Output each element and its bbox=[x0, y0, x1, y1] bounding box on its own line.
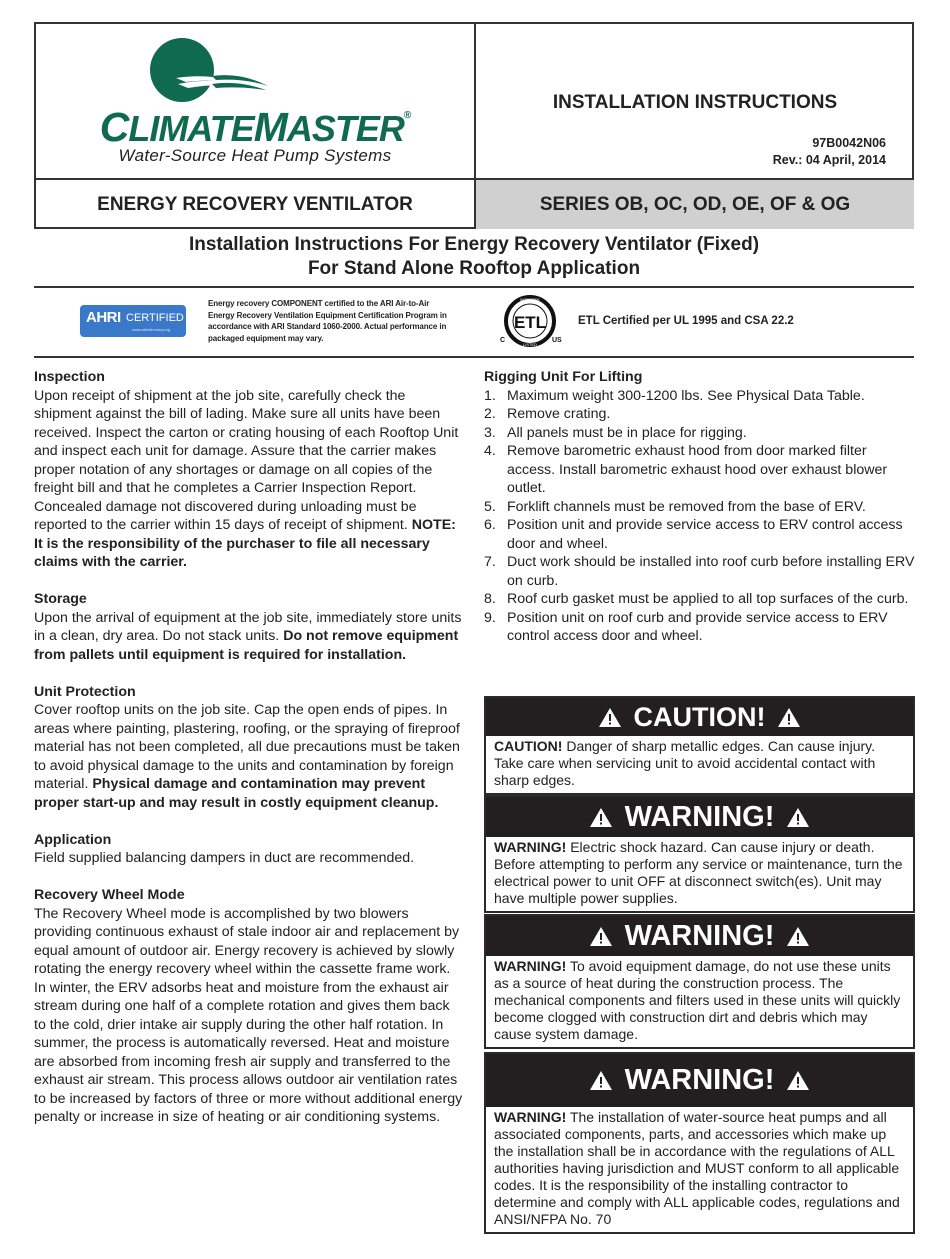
ahri-certification-text: Energy recovery COMPONENT certified to the ARI Air-to-Air Energy Recovery Ventilation Equipment Certification Program in accordance with ARI Standard 1060-2000. Actual performance in packaged equipment may vary. bbox=[208, 299, 447, 343]
warning-box-electric bbox=[484, 795, 915, 913]
list-item: 2. Remove crating. bbox=[484, 406, 611, 422]
warning-triangle-icon bbox=[786, 926, 810, 947]
section-recovery-wheel-mode bbox=[34, 886, 464, 1127]
section-application bbox=[34, 831, 464, 868]
section-heading: Storage bbox=[34, 591, 87, 607]
hazard-title: WARNING! bbox=[624, 1064, 775, 1096]
hazard-body: CAUTION! Danger of sharp metallic edges. Can cause injury. Take care when servicing unit to avoid accidental contact with sharp edges. bbox=[494, 738, 876, 788]
hazard-header bbox=[486, 797, 913, 837]
hazard-title: WARNING! bbox=[624, 800, 775, 833]
logo-cell bbox=[36, 24, 474, 178]
ahri-logo-mark: AHRI bbox=[86, 309, 121, 326]
hazard-header bbox=[486, 698, 913, 736]
section-body: Field supplied balancing dampers in duct are recommended. bbox=[34, 850, 415, 866]
section-body: Upon receipt of shipment at the job site, carefully check the shipment against the bill of lading. Make sure all units have been received. Inspect the carton or crating housing of each Rooftop Unit and inspect each unit for damage. Assure that the carrier makes proper notation of any shortages or damage on all copies of the freight bill and that he completes a Carrier Inspection Report. Concealed damage not discovered during unloading must be reported to the carrier within 15 days of receipt of shipment. NOTE: It is the responsibility of the purchaser to file all necessary claims with the carrier. bbox=[34, 387, 459, 570]
rigging-steps-list bbox=[484, 387, 916, 646]
warning-triangle-icon bbox=[589, 1070, 613, 1091]
document-number-block bbox=[773, 135, 886, 169]
caution-box bbox=[484, 696, 915, 795]
section-heading: Inspection bbox=[34, 369, 105, 385]
section-body: The Recovery Wheel mode is accomplished by two blowers providing continuous exhaust of stale indoor air and replacement by equal amount of outdoor air. Energy recovery is achieved by slowly rotating the energy recovery wheel within the cassette frame work. In winter, the ERV adsorbs heat and moisture from the exhaust air stream during one half of a complete rotation and gives them back to the cold, drier intake air supply during the other half rotation. In summer, the process is automatically reversed. Heat and moisture are absorbed from incoming fresh air supply and transferred to the exhaust air stream. This process allows outdoor air ventilation rates to be increased by factors of three or more without additional energy penalty or increase in size of heating or air conditioning systems. bbox=[34, 905, 463, 1125]
section-unit-protection bbox=[34, 683, 464, 813]
warning-triangle-icon bbox=[786, 807, 810, 828]
ahri-certified-label: CERTIFIED bbox=[126, 312, 184, 324]
etl-certification-text: ETL Certified per UL 1995 and CSA 22.2 bbox=[578, 315, 794, 327]
list-item: 1. Maximum weight 300-1200 lbs. See Physical Data Table. bbox=[484, 387, 865, 404]
svg-text:US: US bbox=[552, 337, 562, 344]
warning-triangle-icon bbox=[589, 807, 613, 828]
section-inspection bbox=[34, 368, 464, 572]
document-header bbox=[34, 22, 914, 229]
list-item: 3. All panels must be in place for rigging. bbox=[484, 424, 747, 441]
warning-triangle-icon bbox=[777, 707, 801, 728]
svg-text:ETL: ETL bbox=[513, 313, 547, 332]
page-title-line1: Installation Instructions For Energy Recovery Ventilator (Fixed) bbox=[188, 234, 760, 255]
etl-listed-logo-icon bbox=[498, 294, 568, 350]
revision-date: Rev.: 04 April, 2014 bbox=[772, 153, 886, 167]
warning-triangle-icon bbox=[786, 1070, 810, 1091]
hazard-title: WARNING! bbox=[624, 919, 775, 952]
hazard-title: CAUTION! bbox=[633, 701, 766, 732]
warning-triangle-icon bbox=[589, 926, 613, 947]
document-type: INSTALLATION INSTRUCTIONS bbox=[552, 92, 838, 113]
hazard-body: WARNING! The installation of water-source heat pumps and all associated components, parts, and accessories which make up the installation shall be in accordance with the regulations of ALL authorities having jurisdiction and MUST conform to all applicable codes. It is the responsibility of the installing contractor to determine and comply with ALL applicable codes, regulations and ANSI/NFPA No. 70 bbox=[494, 1109, 900, 1227]
document-number: 97B0042N06 bbox=[812, 136, 886, 150]
list-item: 8. Roof curb gasket must be applied to all top surfaces of the curb. bbox=[484, 591, 909, 607]
warning-box-construction bbox=[484, 914, 915, 1049]
section-heading: Unit Protection bbox=[34, 683, 136, 700]
ahri-url: www.ahridirectory.org bbox=[132, 327, 171, 332]
section-note: NOTE: It is the responsibility of the purchaser to file all necessary claims with the carrier. bbox=[34, 517, 456, 570]
section-note: Do not remove equipment from pallets until equipment is required for installation. bbox=[34, 628, 459, 663]
series-list: SERIES OB, OC, OD, OE, OF & OG bbox=[476, 180, 914, 229]
hazard-header bbox=[486, 1054, 913, 1107]
svg-text:INTERTEK: INTERTEK bbox=[520, 297, 540, 302]
section-storage bbox=[34, 590, 464, 664]
section-body: Cover rooftop units on the job site. Cap the open ends of pipes. In areas where painting, plastering, roofing, or the spraying of fireproof material has not been completed, all due precautions must be taken to avoid physical damage to the units and contamination by foreign material. Physical damage and contamination may prevent proper start-up and may result in costly equipment cleanup. bbox=[34, 702, 460, 811]
divider bbox=[34, 356, 914, 358]
page-title bbox=[34, 233, 914, 281]
section-heading: Recovery Wheel Mode bbox=[34, 887, 185, 903]
document-info-cell bbox=[476, 24, 914, 178]
warning-box-codes bbox=[484, 1052, 915, 1234]
brand-tagline: Water-Source Heat Pump Systems bbox=[118, 146, 392, 165]
hazard-body: WARNING! Electric shock hazard. Can cause injury or death. Before attempting to perform any service or maintenance, turn the electrical power to unit OFF at disconnect switch(es). Unit may have multiple power supplies. bbox=[494, 839, 903, 906]
ahri-certified-badge bbox=[80, 305, 186, 337]
page-title-line2: For Stand Alone Rooftop Application bbox=[307, 258, 641, 279]
svg-text:C: C bbox=[500, 337, 506, 344]
climatemaster-globe-icon bbox=[116, 36, 276, 106]
svg-text:LISTED: LISTED bbox=[522, 342, 538, 347]
list-item: 7. Duct work should be installed into roof curb before installing ERV on curb. bbox=[484, 554, 915, 589]
hazard-body: WARNING! To avoid equipment damage, do not use these units as a source of heat during the construction process. The mechanical components and filters used in these units will quickly become clogged with construction dirt and debris which may cause system damage. bbox=[494, 958, 901, 1042]
divider bbox=[34, 286, 914, 288]
section-note: Physical damage and contamination may prevent proper start-up and may result in costly equipment cleanup. bbox=[34, 776, 439, 811]
list-item: 9. Position unit on roof curb and provide service access to ERV control access door and wheel. bbox=[484, 609, 888, 644]
brand-wordmark: CLIMATEMASTER® bbox=[99, 104, 411, 150]
section-heading: Application bbox=[34, 831, 112, 848]
left-column bbox=[34, 368, 464, 1145]
hazard-header bbox=[486, 916, 913, 956]
section-heading: Rigging Unit For Lifting bbox=[484, 369, 643, 385]
warning-triangle-icon bbox=[598, 707, 622, 728]
list-item: 6. Position unit and provide service access to ERV control access door and wheel. bbox=[484, 517, 903, 552]
list-item: 4. Remove barometric exhaust hood from door marked filter access. Install barometric exhaust hood over exhaust blower outlet. bbox=[484, 443, 888, 496]
right-column bbox=[484, 368, 916, 646]
product-name: ENERGY RECOVERY VENTILATOR bbox=[97, 193, 413, 215]
list-item: 5. Forklift channels must be removed from the base of ERV. bbox=[484, 498, 866, 515]
section-body: Upon the arrival of equipment at the job site, immediately store units in a clean, dry area. Do not stack units. Do not remove equipment from pallets until equipment is required for installation. bbox=[34, 609, 462, 663]
